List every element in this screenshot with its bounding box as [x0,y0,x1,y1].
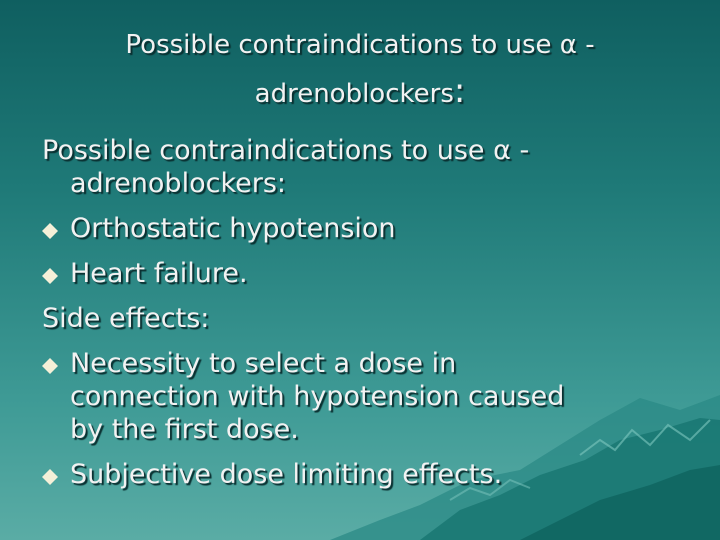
title-line-2 [60,68,660,117]
list-item-line: by the first dose. [70,414,299,445]
section-contraindications-heading [42,134,682,200]
slide-title [60,22,660,117]
list-item-text: Orthostatic hypotension [70,213,396,244]
list-item-line: Subjective dose limiting effects. [70,459,503,490]
list-item [42,347,682,446]
list-item [42,458,682,491]
diamond-bullet-icon [42,469,58,485]
list-item-text: Heart failure. [70,258,248,289]
title-line-1: Possible contraindications to use α - [125,30,595,60]
section-side-effects-heading: Side effects: [42,303,210,334]
list-item [42,257,682,290]
slide-body [42,134,682,503]
contraindications-heading-line-1: Possible contraindications to use α - [42,135,530,166]
diamond-bullet-icon [42,268,58,284]
list-item-line: Necessity to select a dose in [70,348,457,379]
diamond-bullet-icon [42,358,58,374]
title-line-2-text: adrenoblockers [254,79,454,109]
list-item [42,212,682,245]
list-item-line: connection with hypotension caused [70,381,565,412]
title-colon: : [453,71,466,111]
contraindications-heading-line-2: adrenoblockers: [70,168,286,199]
diamond-bullet-icon [42,223,58,239]
